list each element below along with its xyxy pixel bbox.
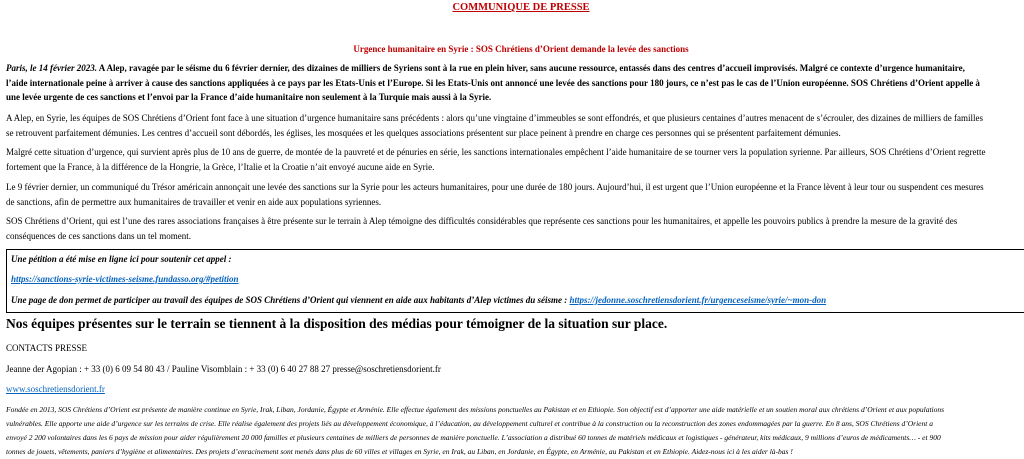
paragraph-line: se retrouvent parfaitement démunies. Les centres d’accueil sont débordés, les églises, les mosquées et les quelques associations présentent sur place peinent à prendre en charge ces personnes qui se présentent parfaitement démunies. — [6, 127, 841, 138]
intro-line-3: une levée urgente de ces sanctions et l’envoi par la France d’aide humanitaire non seulement à la Turquie mais aussi à la Syrie. — [6, 92, 492, 102]
intro-date: Paris, le 14 février 2023. — [6, 63, 97, 73]
document-title: COMMUNIQUE DE PRESSE — [452, 2, 590, 13]
paragraph-line: fortement que la France, à la différence de la Hongrie, la Grèce, l’Italie et la Croatie n’ait envoyé aucune aide en Syrie. — [6, 161, 435, 172]
contacts-heading: CONTACTS PRESSE — [6, 343, 88, 353]
donation-text: Une page de don permet de participer au travail des équipes de SOS Chrétiens d’Orient qui viennent en aide aux habitants d’Alep victimes du séisme : — [11, 295, 570, 305]
paragraph-line: SOS Chrétiens d’Orient, qui est l’une des rares associations françaises à être présente sur le terrain à Alep témoigne des difficultés considérables que représente ces sanctions pour les humanitaires, et appelle les pouvoirs publics à prendre la mesure de la gravité des — [6, 216, 958, 226]
body-paragraph-3 — [6, 180, 1024, 209]
paragraph-line: Le 9 février dernier, un communiqué du Trésor américain annonçait une levée des sanctions sur la Syrie pour les acteurs humanitaires, pour une durée de 180 jours. Aujourd’hui, il est urgent que l’Union européenne et la France lèvent à leur tour ou suspendent ces mesures — [6, 182, 984, 192]
petition-text: Une pétition a été mise en ligne ici pour soutenir cet appel : — [11, 254, 232, 264]
website-link[interactable]: www.soschretiensdorient.fr — [6, 384, 105, 394]
paragraph-line: de sanctions, afin de permettre aux humanitaires de travailler et venir en aide aux populations syriennes. — [6, 196, 382, 207]
contacts-details: Jeanne der Agopian : + 33 (0) 6 09 54 80 43 / Pauline Visomblain : + 33 (0) 6 40 27 88 27 presse@soschretiensdorient.fr — [6, 364, 441, 374]
footer-line: envoyé 2 200 volontaires dans les 6 pays de mission pour aider régulièrement 20 000 familles et plusieurs centaines de milliers de personnes de manière ponctuelle. L’association a distribué 60 tonnes de matériels médicaux et logistiques - générateur, kits médicaux, 9 millions d’euros de médicaments… - et 900 — [6, 433, 941, 442]
donation-row — [11, 295, 826, 305]
footer-about — [6, 403, 1024, 459]
footer-line: vulnérables. Elle apporte une aide d’urgence sur les terrains de crise. Elle réalise également des projets liés au développement économique, à l’éducation, au développement culturel et contribue à la construction ou la reconstruction des zones endommagées par la guerre. En 8 ans, SOS Chrétiens d’Orient a — [6, 419, 933, 428]
footer-line: tonnes de jouets, vêtements, paniers d’hygiène et alimentaires. Des projets d’enracinement sont menés dans plus de 60 villes et villages en Syrie, en Irak, au Liban, en Jordanie, en Égypte, en Arménie, au Pakistan et en Ethiopie. Aidez-nous ici à les aider là-bas ! — [6, 447, 793, 456]
body-paragraph-2 — [6, 145, 1024, 174]
intro-line-2: l’aide internationale peine à arriver à cause des sanctions appliquées à ce pays par les Etats-Unis et l’Europe. Si les Etats-Unis ont annoncé une levée des sanctions pour 180 jours, ce n’est pas le cas de l’Union européenne. SOS Chrétiens d’Orient appelle à — [6, 77, 980, 88]
paragraph-line: A Alep, en Syrie, les équipes de SOS Chrétiens d’Orient font face à une situation d’urgence humanitaire sans précédents : alors qu’une vingtaine d’immeubles se sont effondrés, et que plusieurs centaines d’autres menacent de s’écrouler, des dizaines de milliers de familles — [6, 113, 984, 123]
document-subtitle: Urgence humanitaire en Syrie : SOS Chrétiens d’Orient demande la levée des sanctions — [353, 44, 689, 54]
intro-paragraph — [6, 61, 1024, 105]
intro-line-1: A Alep, ravagée par le séisme du 6 février dernier, des dizaines de milliers de Syriens sont à la rue en plein hiver, sans aucune ressource, entassés dans des centres d’accueil improvisés. Malgré ce contexte d’urgence humanitaire, — [96, 63, 965, 73]
paragraph-line: conséquences de ces sanctions dans un tel moment. — [6, 230, 191, 241]
team-statement: Nos équipes présentes sur le terrain se tiennent à la disposition des médias pour témoigner de la situation sur place. — [6, 316, 668, 331]
petition-box — [6, 249, 1024, 313]
body-paragraph-1 — [6, 111, 1024, 140]
body-paragraph-4 — [6, 214, 1024, 243]
footer-line: Fondée en 2013, SOS Chrétiens d’Orient est présente de manière continue en Syrie, Irak, Liban, Jordanie, Égypte et Arménie. Elle effectue également des missions ponctuelles au Pakistan et en Ethiopie. Son objectif est d’apporter une aide matérielle et un soutien moral aux chrétiens d’Orient et aux populations — [6, 405, 945, 414]
donation-link[interactable]: https://jedonne.soschretiensdorient.fr/urgenceseisme/syrie/~mon-don — [569, 295, 827, 305]
petition-link[interactable]: https://sanctions-syrie-victimes-seisme.fundasso.org/#petition — [11, 274, 239, 284]
paragraph-line: Malgré cette situation d’urgence, qui survient après plus de 10 ans de guerre, de montée de la pauvreté et de pénuries en série, les sanctions internationales empêchent l’aide humanitaire de se tourner vers la population syrienne. Par ailleurs, SOS Chrétiens d’Orient regrette — [6, 147, 986, 157]
